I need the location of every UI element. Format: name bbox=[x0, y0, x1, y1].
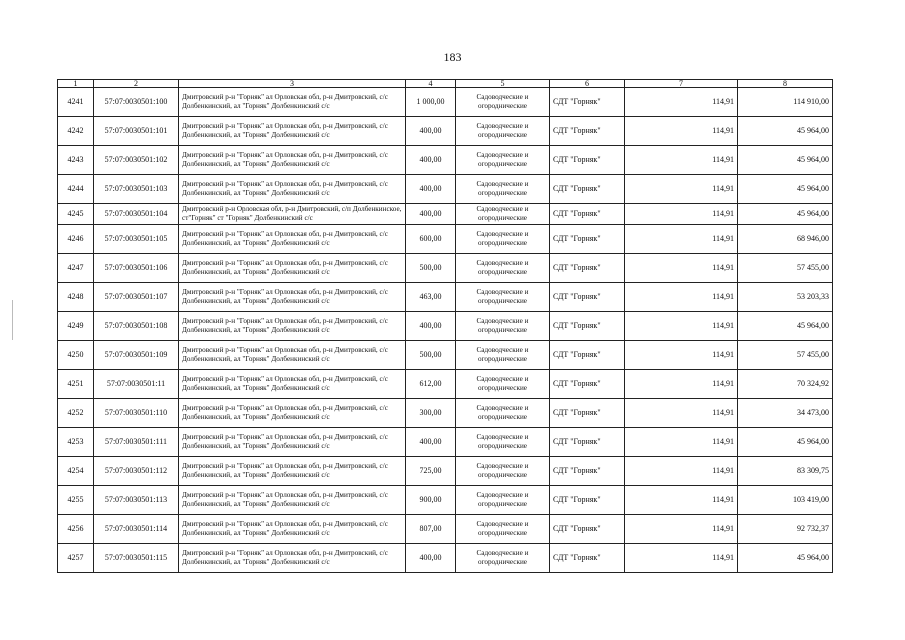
area-cell: 1 000,00 bbox=[406, 88, 456, 117]
address-cell: Дмитровский р-н "Горняк" ал Орловская обл, р-н Дмитровский, с/с Долбенкинский, ал "Горняк" Долбенкинский с/с bbox=[179, 428, 406, 457]
column-header-7: 7 bbox=[625, 80, 738, 88]
row-number-cell: 4255 bbox=[58, 486, 94, 515]
cadastral-number-cell: 57:07:0030501:106 bbox=[94, 254, 179, 283]
row-number-cell: 4246 bbox=[58, 225, 94, 254]
cadastral-number-cell: 57:07:0030501:113 bbox=[94, 486, 179, 515]
land-use-cell: Садоводческие и огороднические bbox=[456, 399, 550, 428]
registry-sheet bbox=[57, 79, 832, 573]
owner-cell: СДТ "Горняк" bbox=[550, 515, 625, 544]
cadastral-number-cell: 57:07:0030501:101 bbox=[94, 117, 179, 146]
owner-cell: СДТ "Горняк" bbox=[550, 146, 625, 175]
cadastral-value-cell: 57 455,00 bbox=[738, 341, 833, 370]
owner-cell: СДТ "Горняк" bbox=[550, 341, 625, 370]
address-cell: Дмитровский р-н "Горняк" ал Орловская обл, р-н Дмитровский, с/с Долбенкинский, ал "Горняк" Долбенкинский с/с bbox=[179, 515, 406, 544]
cadastral-value-cell: 70 324,92 bbox=[738, 370, 833, 399]
area-cell: 612,00 bbox=[406, 370, 456, 399]
owner-cell: СДТ "Горняк" bbox=[550, 204, 625, 225]
land-use-cell: Садоводческие и огороднические bbox=[456, 370, 550, 399]
table-body bbox=[58, 88, 833, 573]
unit-price-cell: 114,91 bbox=[625, 544, 738, 573]
cadastral-value-cell: 45 964,00 bbox=[738, 312, 833, 341]
owner-cell: СДТ "Горняк" bbox=[550, 428, 625, 457]
area-cell: 400,00 bbox=[406, 428, 456, 457]
cadastral-number-cell: 57:07:0030501:107 bbox=[94, 283, 179, 312]
unit-price-cell: 114,91 bbox=[625, 486, 738, 515]
land-use-cell: Садоводческие и огороднические bbox=[456, 428, 550, 457]
area-cell: 725,00 bbox=[406, 457, 456, 486]
address-cell: Дмитровский р-н "Горняк" ал Орловская обл, р-н Дмитровский, с/с Долбенкинский, ал "Горняк" Долбенкинский с/с bbox=[179, 399, 406, 428]
row-number-cell: 4253 bbox=[58, 428, 94, 457]
area-cell: 807,00 bbox=[406, 515, 456, 544]
cadastral-value-cell: 53 203,33 bbox=[738, 283, 833, 312]
cadastral-value-cell: 34 473,00 bbox=[738, 399, 833, 428]
row-number-cell: 4245 bbox=[58, 204, 94, 225]
address-cell: Дмитровский р-н "Горняк" ал Орловская обл, р-н Дмитровский, с/с Долбенкинский, ал "Горняк" Долбенкинский с/с bbox=[179, 370, 406, 399]
area-cell: 400,00 bbox=[406, 175, 456, 204]
land-use-cell: Садоводческие и огороднические bbox=[456, 204, 550, 225]
cadastral-value-cell: 57 455,00 bbox=[738, 254, 833, 283]
cadastral-value-cell: 45 964,00 bbox=[738, 175, 833, 204]
page-number: 183 bbox=[443, 50, 462, 64]
table-row bbox=[58, 117, 833, 146]
owner-cell: СДТ "Горняк" bbox=[550, 225, 625, 254]
row-number-cell: 4254 bbox=[58, 457, 94, 486]
cadastral-value-cell: 83 309,75 bbox=[738, 457, 833, 486]
unit-price-cell: 114,91 bbox=[625, 175, 738, 204]
row-number-cell: 4251 bbox=[58, 370, 94, 399]
cadastral-number-cell: 57:07:0030501:105 bbox=[94, 225, 179, 254]
area-cell: 400,00 bbox=[406, 544, 456, 573]
row-number-cell: 4249 bbox=[58, 312, 94, 341]
table-row bbox=[58, 486, 833, 515]
row-number-cell: 4250 bbox=[58, 341, 94, 370]
land-use-cell: Садоводческие и огороднические bbox=[456, 117, 550, 146]
land-use-cell: Садоводческие и огороднические bbox=[456, 254, 550, 283]
cadastral-value-cell: 92 732,37 bbox=[738, 515, 833, 544]
address-cell: Дмитровский р-н "Горняк" ал Орловская обл, р-н Дмитровский, с/с Долбенкинский, ал "Горняк" Долбенкинский с/с bbox=[179, 486, 406, 515]
scan-margin-mark bbox=[12, 300, 13, 340]
cadastral-number-cell: 57:07:0030501:110 bbox=[94, 399, 179, 428]
unit-price-cell: 114,91 bbox=[625, 254, 738, 283]
land-use-cell: Садоводческие и огороднические bbox=[456, 457, 550, 486]
column-header-3: 3 bbox=[179, 80, 406, 88]
table-row bbox=[58, 341, 833, 370]
area-cell: 400,00 bbox=[406, 204, 456, 225]
column-header-8: 8 bbox=[738, 80, 833, 88]
row-number-cell: 4247 bbox=[58, 254, 94, 283]
cadastral-value-cell: 103 419,00 bbox=[738, 486, 833, 515]
address-cell: Дмитровский р-н "Горняк" ал Орловская обл, р-н Дмитровский, с/с Долбенкинский, ал "Горняк" Долбенкинский с/с bbox=[179, 254, 406, 283]
unit-price-cell: 114,91 bbox=[625, 370, 738, 399]
land-use-cell: Садоводческие и огороднические bbox=[456, 88, 550, 117]
cadastral-number-cell: 57:07:0030501:104 bbox=[94, 204, 179, 225]
owner-cell: СДТ "Горняк" bbox=[550, 457, 625, 486]
address-cell: Дмитровский р-н "Горняк" ал Орловская обл, р-н Дмитровский, с/с Долбенкинский, ал "Горняк" Долбенкинский с/с bbox=[179, 117, 406, 146]
unit-price-cell: 114,91 bbox=[625, 117, 738, 146]
table-row bbox=[58, 283, 833, 312]
area-cell: 300,00 bbox=[406, 399, 456, 428]
row-number-cell: 4244 bbox=[58, 175, 94, 204]
land-use-cell: Садоводческие и огороднические bbox=[456, 486, 550, 515]
address-cell: Дмитровский р-н "Горняк" ал Орловская обл, р-н Дмитровский, с/с Долбенкинский, ал "Горняк" Долбенкинский с/с bbox=[179, 457, 406, 486]
owner-cell: СДТ "Горняк" bbox=[550, 88, 625, 117]
cadastral-number-cell: 57:07:0030501:102 bbox=[94, 146, 179, 175]
land-use-cell: Садоводческие и огороднические bbox=[456, 544, 550, 573]
table-row bbox=[58, 544, 833, 573]
table-row bbox=[58, 370, 833, 399]
address-cell: Дмитровский р-н Орловская обл, р-н Дмитровский, с/п Долбенкинское, ст"Горняк" ст "Горняк" Долбенкинский с/с bbox=[179, 204, 406, 225]
unit-price-cell: 114,91 bbox=[625, 399, 738, 428]
table-row bbox=[58, 428, 833, 457]
land-registry-table bbox=[57, 79, 833, 573]
table-row bbox=[58, 457, 833, 486]
unit-price-cell: 114,91 bbox=[625, 146, 738, 175]
cadastral-value-cell: 68 946,00 bbox=[738, 225, 833, 254]
owner-cell: СДТ "Горняк" bbox=[550, 175, 625, 204]
row-number-cell: 4252 bbox=[58, 399, 94, 428]
unit-price-cell: 114,91 bbox=[625, 312, 738, 341]
unit-price-cell: 114,91 bbox=[625, 225, 738, 254]
owner-cell: СДТ "Горняк" bbox=[550, 283, 625, 312]
column-header-2: 2 bbox=[94, 80, 179, 88]
area-cell: 400,00 bbox=[406, 117, 456, 146]
table-row bbox=[58, 146, 833, 175]
cadastral-value-cell: 45 964,00 bbox=[738, 428, 833, 457]
cadastral-value-cell: 114 910,00 bbox=[738, 88, 833, 117]
cadastral-number-cell: 57:07:0030501:108 bbox=[94, 312, 179, 341]
row-number-cell: 4241 bbox=[58, 88, 94, 117]
area-cell: 500,00 bbox=[406, 254, 456, 283]
land-use-cell: Садоводческие и огороднические bbox=[456, 341, 550, 370]
cadastral-number-cell: 57:07:0030501:111 bbox=[94, 428, 179, 457]
land-use-cell: Садоводческие и огороднические bbox=[456, 283, 550, 312]
address-cell: Дмитровский р-н "Горняк" ал Орловская обл, р-н Дмитровский, с/с Долбенкинский, ал "Горняк" Долбенкинский с/с bbox=[179, 283, 406, 312]
table-row bbox=[58, 254, 833, 283]
table-row bbox=[58, 225, 833, 254]
cadastral-number-cell: 57:07:0030501:100 bbox=[94, 88, 179, 117]
owner-cell: СДТ "Горняк" bbox=[550, 486, 625, 515]
cadastral-value-cell: 45 964,00 bbox=[738, 146, 833, 175]
land-use-cell: Садоводческие и огороднические bbox=[456, 146, 550, 175]
table-row bbox=[58, 399, 833, 428]
address-cell: Дмитровский р-н "Горняк" ал Орловская обл, р-н Дмитровский, с/с Долбенкинский, ал "Горняк" Долбенкинский с/с bbox=[179, 544, 406, 573]
unit-price-cell: 114,91 bbox=[625, 283, 738, 312]
column-header-5: 5 bbox=[456, 80, 550, 88]
column-number-header-row bbox=[58, 80, 833, 88]
owner-cell: СДТ "Горняк" bbox=[550, 544, 625, 573]
area-cell: 600,00 bbox=[406, 225, 456, 254]
address-cell: Дмитровский р-н "Горняк" ал Орловская обл, р-н Дмитровский, с/с Долбенкинский, ал "Горняк" Долбенкинский с/с bbox=[179, 175, 406, 204]
address-cell: Дмитровский р-н "Горняк" ал Орловская обл, р-н Дмитровский, с/с Долбенкинский, ал "Горняк" Долбенкинский с/с bbox=[179, 312, 406, 341]
land-use-cell: Садоводческие и огороднические bbox=[456, 225, 550, 254]
cadastral-number-cell: 57:07:0030501:114 bbox=[94, 515, 179, 544]
table-row bbox=[58, 312, 833, 341]
cadastral-value-cell: 45 964,00 bbox=[738, 204, 833, 225]
unit-price-cell: 114,91 bbox=[625, 457, 738, 486]
table-row bbox=[58, 204, 833, 225]
table-row bbox=[58, 175, 833, 204]
unit-price-cell: 114,91 bbox=[625, 341, 738, 370]
unit-price-cell: 114,91 bbox=[625, 515, 738, 544]
row-number-cell: 4257 bbox=[58, 544, 94, 573]
cadastral-number-cell: 57:07:0030501:112 bbox=[94, 457, 179, 486]
column-header-6: 6 bbox=[550, 80, 625, 88]
area-cell: 500,00 bbox=[406, 341, 456, 370]
address-cell: Дмитровский р-н "Горняк" ал Орловская обл, р-н Дмитровский, с/с Долбенкинский, ал "Горняк" Долбенкинский с/с bbox=[179, 146, 406, 175]
table-row bbox=[58, 515, 833, 544]
land-use-cell: Садоводческие и огороднические bbox=[456, 515, 550, 544]
area-cell: 400,00 bbox=[406, 146, 456, 175]
land-use-cell: Садоводческие и огороднические bbox=[456, 312, 550, 341]
area-cell: 463,00 bbox=[406, 283, 456, 312]
row-number-cell: 4248 bbox=[58, 283, 94, 312]
cadastral-number-cell: 57:07:0030501:109 bbox=[94, 341, 179, 370]
table-row bbox=[58, 88, 833, 117]
cadastral-number-cell: 57:07:0030501:11 bbox=[94, 370, 179, 399]
address-cell: Дмитровский р-н "Горняк" ал Орловская обл, р-н Дмитровский, с/с Долбенкинский, ал "Горняк" Долбенкинский с/с bbox=[179, 88, 406, 117]
owner-cell: СДТ "Горняк" bbox=[550, 312, 625, 341]
owner-cell: СДТ "Горняк" bbox=[550, 399, 625, 428]
row-number-cell: 4243 bbox=[58, 146, 94, 175]
column-header-4: 4 bbox=[406, 80, 456, 88]
area-cell: 400,00 bbox=[406, 312, 456, 341]
owner-cell: СДТ "Горняк" bbox=[550, 370, 625, 399]
unit-price-cell: 114,91 bbox=[625, 204, 738, 225]
address-cell: Дмитровский р-н "Горняк" ал Орловская обл, р-н Дмитровский, с/с Долбенкинский, ал "Горняк" Долбенкинский с/с bbox=[179, 225, 406, 254]
cadastral-value-cell: 45 964,00 bbox=[738, 117, 833, 146]
row-number-cell: 4256 bbox=[58, 515, 94, 544]
cadastral-value-cell: 45 964,00 bbox=[738, 544, 833, 573]
area-cell: 900,00 bbox=[406, 486, 456, 515]
owner-cell: СДТ "Горняк" bbox=[550, 117, 625, 146]
unit-price-cell: 114,91 bbox=[625, 428, 738, 457]
cadastral-number-cell: 57:07:0030501:115 bbox=[94, 544, 179, 573]
cadastral-number-cell: 57:07:0030501:103 bbox=[94, 175, 179, 204]
column-header-1: 1 bbox=[58, 80, 94, 88]
row-number-cell: 4242 bbox=[58, 117, 94, 146]
land-use-cell: Садоводческие и огороднические bbox=[456, 175, 550, 204]
unit-price-cell: 114,91 bbox=[625, 88, 738, 117]
owner-cell: СДТ "Горняк" bbox=[550, 254, 625, 283]
address-cell: Дмитровский р-н "Горняк" ал Орловская обл, р-н Дмитровский, с/с Долбенкинский, ал "Горняк" Долбенкинский с/с bbox=[179, 341, 406, 370]
